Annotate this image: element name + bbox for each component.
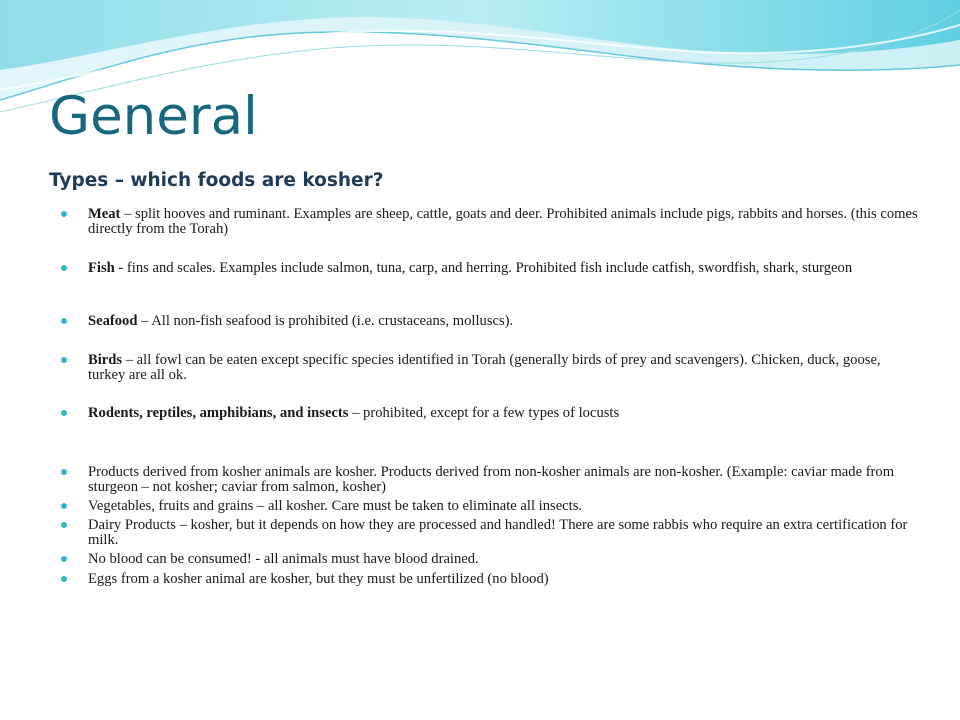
bullet-item-seafood bbox=[61, 314, 921, 329]
bullet-icon bbox=[61, 211, 67, 217]
bullet-item-birds bbox=[61, 353, 921, 383]
bullet-bold: Meat bbox=[88, 206, 121, 222]
bullet-item-rodents bbox=[61, 406, 921, 421]
bullet-bold: Seafood bbox=[88, 313, 138, 329]
bullet-text: – all fowl can be eaten except specific species identified in Torah (generally birds of prey and scavengers). Chicken, duck, goose, turkey are all ok. bbox=[88, 352, 881, 383]
bullet-text: - fins and scales. Examples include salmon, tuna, carp, and herring. Prohibited fish include catfish, swordfish, shark, sturgeon bbox=[114, 260, 853, 276]
bullet-item-meat bbox=[61, 207, 921, 237]
bullet-icon bbox=[61, 522, 67, 528]
bullet-item-dairy bbox=[61, 518, 921, 548]
bullet-icon bbox=[61, 318, 67, 324]
bullet-icon bbox=[61, 469, 67, 475]
slide-title: General bbox=[49, 86, 258, 147]
bullet-item-fish bbox=[61, 261, 921, 276]
bullet-text: – All non-fish seafood is prohibited (i.e. crustaceans, molluscs). bbox=[137, 313, 514, 329]
bullet-text: Vegetables, fruits and grains – all kosher. Care must be taken to eliminate all insects. bbox=[88, 498, 583, 514]
bullet-item-vegetables bbox=[61, 499, 921, 514]
slide-subtitle: Types – which foods are kosher? bbox=[49, 170, 384, 191]
bullet-text: – split hooves and ruminant. Examples are sheep, cattle, goats and deer. Prohibited animals include pigs, rabbits and horses. (this comes directly from the Torah) bbox=[88, 206, 918, 237]
bullet-text: Products derived from kosher animals are kosher. Products derived from non-kosher animals are non-kosher. (Example: caviar made from sturgeon – not kosher; caviar from salmon, kosher) bbox=[88, 464, 895, 495]
bullet-text: Dairy Products – kosher, but it depends on how they are processed and handled! There are some rabbis who require an extra certification for milk. bbox=[88, 517, 908, 548]
bullet-bold: Rodents, reptiles, amphibians, and insects bbox=[88, 405, 349, 421]
bullet-icon bbox=[61, 556, 67, 562]
bullet-text: No blood can be consumed! - all animals must have blood drained. bbox=[88, 551, 479, 567]
bullet-item-blood bbox=[61, 552, 921, 567]
bullet-icon bbox=[61, 357, 67, 363]
bullet-item-products bbox=[61, 465, 921, 495]
bullet-text: – prohibited, except for a few types of locusts bbox=[348, 405, 620, 421]
bullet-icon bbox=[61, 410, 67, 416]
bullet-icon bbox=[61, 265, 67, 271]
bullet-icon bbox=[61, 503, 67, 509]
bullet-icon bbox=[61, 576, 67, 582]
bullet-item-eggs bbox=[61, 572, 921, 587]
bullet-text: Eggs from a kosher animal are kosher, but they must be unfertilized (no blood) bbox=[88, 571, 549, 587]
bullet-bold: Fish bbox=[88, 260, 115, 276]
bullet-bold: Birds bbox=[88, 352, 123, 368]
